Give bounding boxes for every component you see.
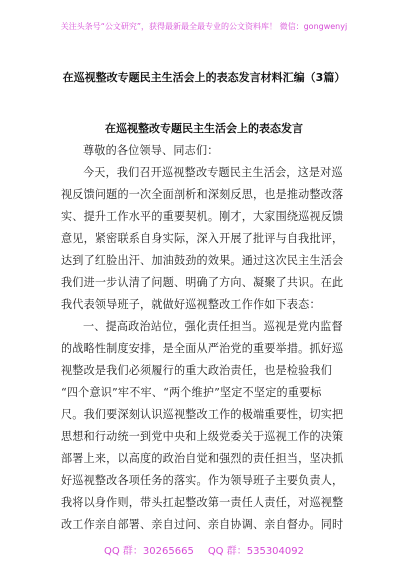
paragraph-line: 思想和行动统一到党中央和上级党委关于巡视工作的决策 bbox=[61, 430, 344, 443]
header-banner: 关注头条号“公文研究”，获得最新最全最专业的公文资料库！ 微信：gongwenyj bbox=[60, 22, 348, 31]
footer-contact bbox=[0, 542, 408, 557]
paragraph-line: 我们进一步认清了问题、明确了方向、凝聚了共识。在此 bbox=[61, 276, 344, 289]
paragraph-line: “四个意识”牢不牢、“两个维护”坚定不坚定的重要标 bbox=[61, 386, 322, 399]
salutation-line: 尊敬的各位领导、同志们： bbox=[83, 144, 219, 157]
paragraph-line: 改工作亲自部署、亲自过问、亲自协调、亲自督办。同时 bbox=[61, 518, 344, 531]
footer-qq-group-2: QQ 群：535304092 bbox=[207, 546, 304, 557]
section-title: 在巡视整改专题民主生活会上的表态发言 bbox=[105, 122, 303, 135]
paragraph-line: 实、提升工作水平的重要契机。刚才，大家围绕巡视反馈 bbox=[61, 210, 344, 223]
paragraph-line: 尺。我们要深刻认识巡视整改工作的极端重要性，切实把 bbox=[61, 408, 344, 421]
document-body bbox=[61, 140, 353, 536]
document-title: 在巡视整改专题民主生活会上的表态发言材料汇编（3篇） bbox=[62, 71, 346, 84]
paragraph-line: 达到了红脸出汗、加油鼓劲的效果。通过这次民主生活会 bbox=[61, 254, 344, 267]
paragraph-line: 我代表领导班子，就做好巡视整改工作作如下表态： bbox=[61, 298, 321, 311]
paragraph-line: 意见，紧密联系自身实际，深入开展了批评与自我批评， bbox=[61, 232, 344, 245]
footer-qq-group-1: QQ 群：30265665 bbox=[103, 546, 194, 557]
paragraph-line: 我将以身作则，带头扛起整改第一责任人责任，对巡视整 bbox=[61, 496, 344, 509]
paragraph-line: 部署上来，以高度的政治自觉和强烈的责任担当，坚决抓 bbox=[61, 452, 344, 465]
paragraph-line: 视反馈问题的一次全面剖析和深刻反思，也是推动整改落 bbox=[61, 188, 344, 201]
paragraph-line: 今天，我们召开巡视整改专题民主生活会，这是对巡 bbox=[83, 166, 343, 179]
paragraph-line: 好巡视整改各项任务的落实。作为领导班子主要负责人， bbox=[61, 474, 344, 487]
paragraph-line: 一、提高政治站位，强化责任担当。巡视是党内监督 bbox=[83, 320, 343, 333]
paragraph-line: 的战略性制度安排，是全面从严治党的重要举措。抓好巡 bbox=[61, 342, 344, 355]
paragraph-line: 视整改是我们必须履行的重大政治责任，也是检验我们 bbox=[61, 364, 333, 377]
